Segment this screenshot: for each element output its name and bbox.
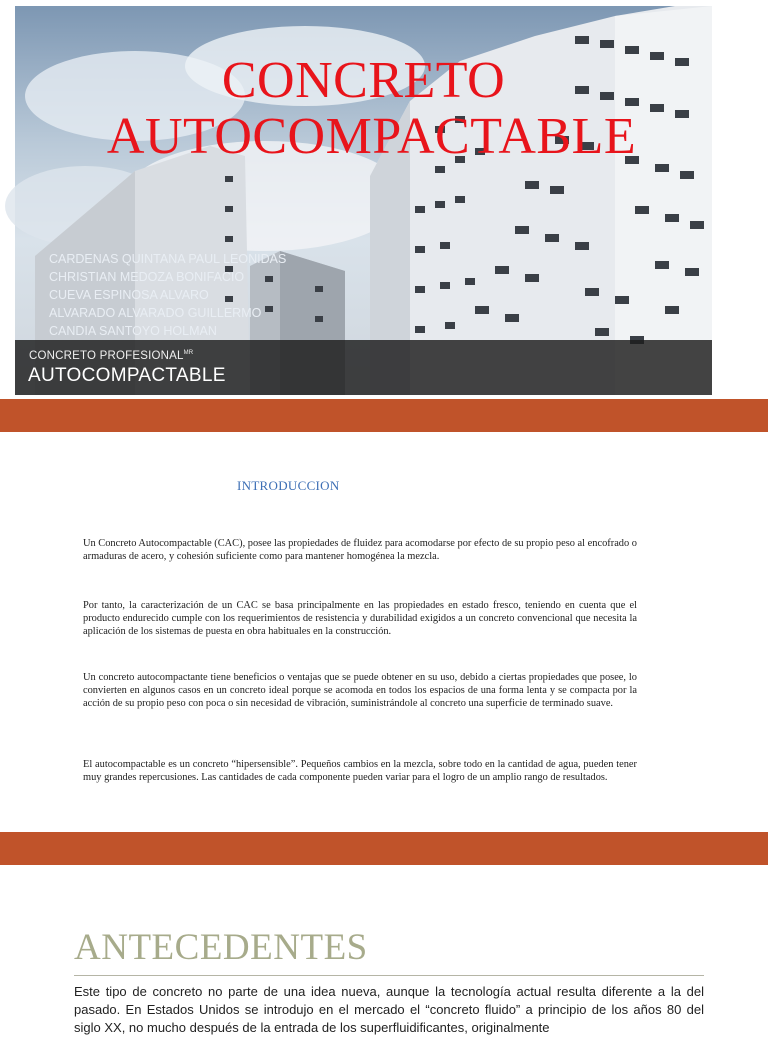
intro-paragraph: Por tanto, la caracterización de un CAC se basa principalmente en las propiedades en estado fresco, teniendo en cuenta que el producto endurecido cumple con los requerimientos de resistencia y durabilidad exigidos a un concreto convencional que necesita la aplicación de los sistemas de puesta en obra habituales en la construcción. xyxy=(83,600,637,637)
product-brand xyxy=(29,350,193,362)
cover-slide xyxy=(15,6,712,395)
slide-divider xyxy=(0,832,768,865)
cover-title-line2: AUTOCOMPACTABLE xyxy=(106,108,637,165)
product-band xyxy=(15,340,712,395)
cover-title-line1: CONCRETO xyxy=(221,52,506,109)
author-name: CHRISTIAN MEDOZA BONIFACIO xyxy=(49,270,245,284)
intro-paragraph: Un concreto autocompactante tiene beneficios o ventajas que se puede obtener en su uso, debido a ciertas propiedades que posee, lo convierten en algunos casos en un concreto ideal porque se acomoda en todos los espacios de una forma lenta y se compacta por la acción de su propio peso con poca o sin necesidad de vibración, suministrándole al concreto una superficie de terminado suave. xyxy=(83,672,637,709)
intro-paragraph: El autocompactable es un concreto “hipersensible”. Pequeños cambios en la mezcla, sobre todo en la cantidad de agua, pueden tener muy grandes repercusiones. Las cantidades de cada componente pueden variar para el logro de un amplio rango de resultados. xyxy=(83,759,637,783)
product-name: AUTOCOMPACTABLE xyxy=(28,365,226,386)
author-name: ALVARADO ALVARADO GUILLERMO xyxy=(49,306,262,320)
title-rule xyxy=(74,975,704,976)
intro-heading: INTRODUCCION xyxy=(237,478,340,493)
author-name: CUEVA ESPINOSA ALVARO xyxy=(49,288,209,302)
product-brand-text: CONCRETO PROFESIONAL xyxy=(29,350,184,362)
antecedentes-text: Este tipo de concreto no parte de una idea nueva, aunque la tecnología actual resulta diferente a la del pasado. En Estados Unidos se introdujo en el mercado el “concreto fluido” a principio de los años 80 del siglo XX, no mucho después de la entrada de los superfluidificantes, originalmente xyxy=(74,984,704,1035)
trademark-mark: MR xyxy=(183,350,194,356)
antecedentes-title: ANTECEDENTES xyxy=(74,927,368,968)
author-name: CANDIA SANTOYO HOLMAN xyxy=(49,324,217,338)
author-name: CARDENAS QUINTANA PAUL LEONIDAS xyxy=(49,252,287,266)
author-list xyxy=(49,250,286,340)
slide-divider xyxy=(0,399,768,432)
intro-paragraph: Un Concreto Autocompactable (CAC), posee las propiedades de fluidez para acomodarse por efecto de su propio peso al encofrado o armaduras de acero, y cohesión suficiente como para mantener homogénea la mezcla. xyxy=(83,538,637,562)
